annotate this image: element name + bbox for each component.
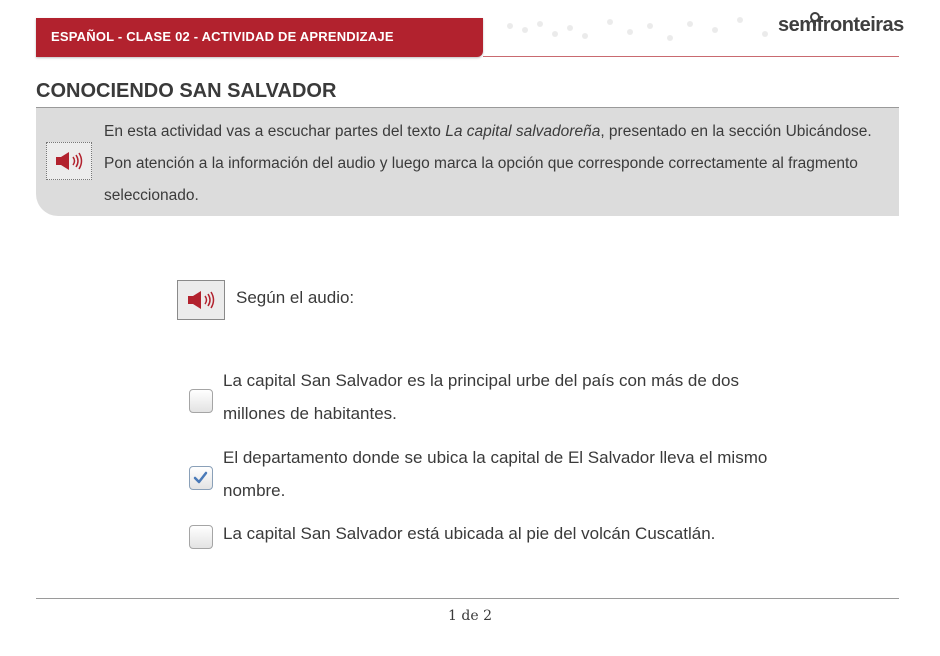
option-2-text[interactable]: El departamento donde se ubica la capital de El Salvador lleva el mismo nombre. — [223, 448, 768, 500]
option-1-checkbox[interactable] — [189, 389, 213, 413]
page-title: CONOCIENDO SAN SALVADOR — [36, 80, 337, 102]
option-3-checkbox[interactable] — [189, 525, 213, 549]
speaker-icon — [186, 290, 218, 310]
question-prompt: Según el audio: — [236, 288, 355, 307]
world-map-decoration — [490, 6, 790, 54]
checkmark-icon — [190, 467, 212, 489]
instructions-audio-button[interactable] — [46, 142, 92, 180]
option-2-checkbox[interactable] — [189, 466, 213, 490]
header-divider — [483, 56, 899, 57]
speaker-icon — [54, 151, 86, 171]
option-1-text[interactable]: La capital San Salvador es la principal urbe del país con más de dos millones de habitantes. — [223, 371, 739, 423]
footer-divider — [36, 598, 899, 599]
map-pin-icon — [809, 12, 821, 26]
semfronteiras-logo: semfronteiras — [778, 14, 904, 36]
question-audio-button[interactable] — [177, 280, 225, 320]
pagination: 1 de 2 — [448, 608, 492, 624]
option-3-text[interactable]: La capital San Salvador está ubicada al pie del volcán Cuscatlán. — [223, 524, 716, 543]
instructions-text: En esta actividad vas a escuchar partes del texto La capital salvadoreña, presentado en la sección Ubicándose. Pon atención a la información del audio y luego marca la opción que corresponde correctamente al fragmento seleccionado. — [104, 123, 872, 204]
activity-label: ESPAÑOL - CLASE 02 - ACTIVIDAD DE APRENDIZAJE — [51, 29, 394, 44]
activity-header-band — [36, 18, 483, 57]
instructions-panel — [36, 108, 899, 216]
